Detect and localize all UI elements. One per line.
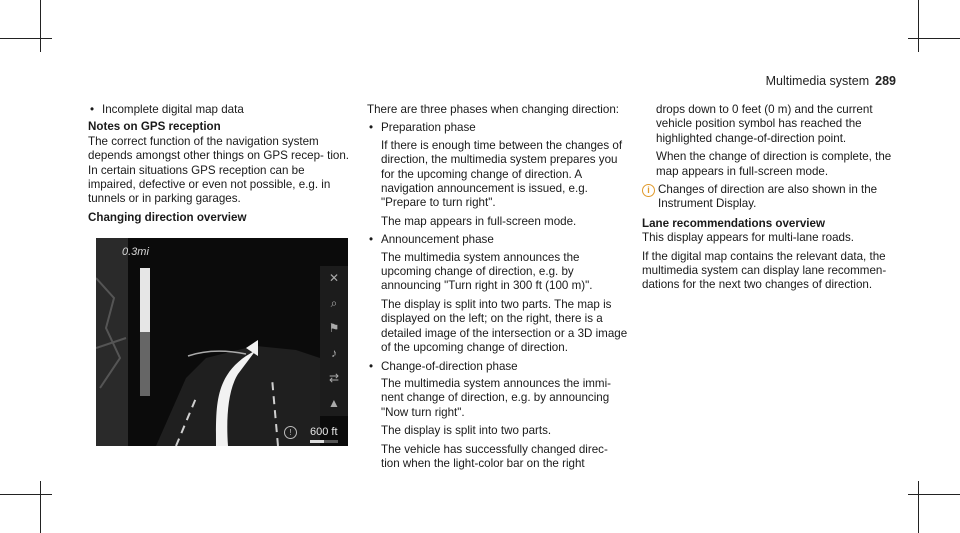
left-column — [88, 103, 350, 225]
phase-paragraph: The display is split into two parts. — [381, 424, 552, 438]
phase-paragraph: The display is split into two parts. The map is displayed on the left; on the right, there is a detailed image of the intersection or a 3D image of the upcoming change of direction. — [381, 297, 628, 355]
navigation-display-image — [96, 238, 348, 446]
intersection-view — [96, 238, 348, 446]
lane-paragraph: If the digital map contains the relevant data, the multimedia system can display lane recommen- dations for the next two changes of direction. — [642, 249, 887, 292]
crop-mark — [908, 38, 960, 39]
alert-icon: ! — [284, 426, 297, 439]
crop-mark — [0, 494, 52, 495]
distance-progress-fill — [310, 440, 324, 443]
voice-icon: ♪ — [331, 346, 337, 360]
page-number: 289 — [875, 74, 896, 88]
route-icon: ⇄ — [328, 371, 340, 385]
crop-mark — [40, 481, 41, 533]
middle-column — [367, 103, 629, 475]
crop-mark — [918, 0, 919, 52]
search-icon: ⌕ — [330, 296, 338, 310]
right-column — [642, 103, 904, 297]
phase-paragraph: If there is enough time between the changes of direction, the multimedia system prepares you for the upcoming change of direction. A navigation announcement is issued, e.g. "Prepare to turn right". — [381, 138, 623, 210]
navigation-arrow-icon: ▲ — [328, 396, 340, 410]
page-header — [766, 74, 896, 88]
phase-announcement-label: • Announcement phase — [367, 233, 629, 247]
phase-paragraph: The multimedia system announces the upcoming change of direction, e.g. by announcing "Turn right in 300 ft (100 m)". — [381, 250, 593, 293]
phase-paragraph: The map appears in full-screen mode. — [381, 214, 577, 228]
crop-mark — [0, 38, 52, 39]
phases-intro: There are three phases when changing direction: — [367, 103, 619, 116]
map-side-menu — [320, 266, 348, 416]
section-title: Multimedia system — [765, 74, 870, 88]
phase-change-label: • Change-of-direction phase — [367, 360, 629, 374]
lane-heading: Lane recommendations overview — [642, 216, 825, 230]
info-note — [642, 183, 904, 212]
flag-icon: ⚑ — [328, 321, 340, 335]
distance-to-turn-label: 0.3mi — [122, 246, 149, 258]
completion-paragraph: When the change of direction is complete, the map appears in full-screen mode. — [656, 150, 892, 178]
info-note-text: Changes of direction are also shown in the Instrument Display. — [658, 183, 878, 211]
distance-progress-bar — [310, 440, 338, 443]
crop-mark — [908, 494, 960, 495]
crop-mark — [40, 0, 41, 52]
gps-paragraph: The correct function of the navigation system depends amongst other things on GPS recep- tion. In certain situations GPS reception can be impaired, defective or even not possible, e.g. in tunnels or in parking garages. — [88, 134, 350, 206]
close-icon: ✕ — [328, 271, 340, 285]
change-heading: Changing direction overview — [88, 210, 247, 224]
crop-mark — [918, 481, 919, 533]
gps-heading: Notes on GPS reception — [88, 120, 221, 134]
phase-paragraph: The multimedia system announces the immi- nent change of direction, e.g. by announcing "Now turn right". — [381, 376, 612, 419]
remaining-distance-label: 600 ft — [310, 426, 338, 438]
info-icon: i — [642, 184, 655, 197]
bullet-item: • Incomplete digital map data — [88, 103, 350, 117]
lane-paragraph: This display appears for multi-lane roads. — [642, 231, 855, 245]
phase-paragraph: The vehicle has successfully changed direc- tion when the light-color bar on the right — [381, 442, 608, 470]
continued-paragraph: drops down to 0 feet (0 m) and the current vehicle position symbol has reached the highlighted change-of-direction point. — [656, 103, 873, 145]
phase-preparation-label: • Preparation phase — [367, 121, 629, 135]
